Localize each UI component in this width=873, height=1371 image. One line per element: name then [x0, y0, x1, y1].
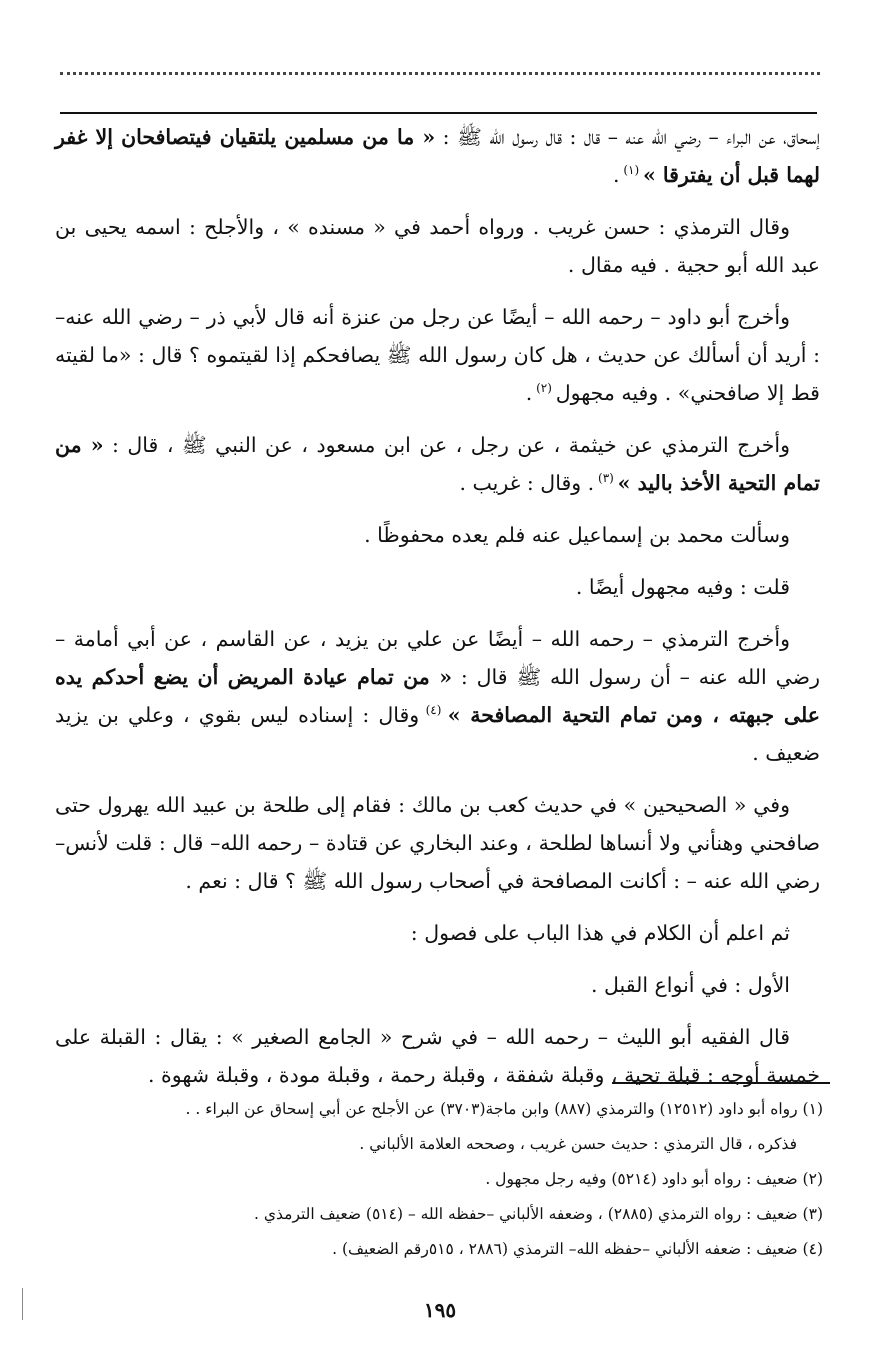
text-run: الأول : في أنواع القبل .: [590, 973, 790, 997]
margin-mark: [22, 1288, 23, 1320]
header-dotted-line: [60, 62, 820, 75]
paragraph: [55, 208, 820, 284]
hadith-quote: « ما من مسلمين يلتقيان فيتصافحان إلا غفر لهما قبل أن يفترقا »: [55, 125, 820, 187]
footnotes: [60, 1092, 823, 1267]
paragraph: [55, 568, 820, 606]
footnote-3: (٣) ضعيف : رواه الترمذي (٢٨٨٥) ، وضعفه الألباني –حفظه الله – (٥١٤) ضعيف الترمذي .: [254, 1205, 823, 1223]
text-run: وفي « الصحيحين » في حديث كعب بن مالك : فقام إلى طلحة بن عبيد الله يهرول حتى صافحني وهنأني ولا أنساها لطلحة ، وعند البخاري عن قتادة – رحمه الله– قال : قلت لأنس– رضي الله عنه – : أكانت المصافحة في أصحاب رسول الله ﷺ ؟ قال : نعم .: [55, 793, 820, 893]
footnote-separator: [612, 1082, 830, 1084]
paragraph: [55, 118, 820, 194]
footnote-1-continuation: فذكره ، قال الترمذي : حديث حسن غريب ، وصححه العلامة الألباني .: [359, 1135, 797, 1153]
text-run: . وقال : غريب .: [459, 471, 595, 495]
footnote-ref: (٢): [532, 381, 556, 396]
text-run: وأخرج أبو داود – رحمه الله – أيضًا عن رجل من عنزة أنه قال لأبي ذر – رضي الله عنه– : أريد أن أسألك عن حديث ، هل كان رسول الله ﷺ يصافحكم إذا لقيتموه ؟ قال : «ما لقيته قط إلا صافحني» . وفيه مجهول: [55, 305, 820, 405]
main-text: [55, 118, 820, 1108]
text-run: قلت : وفيه مجهول أيضًا .: [575, 575, 790, 599]
paragraph: [55, 914, 820, 952]
text-run: وسألت محمد بن إسماعيل عنه فلم يعده محفوظًا .: [364, 523, 790, 547]
text-run: قال الفقيه أبو الليث – رحمه الله – في شرح « الجامع الصغير » : يقال : القبلة على خمسة أوجه : قبلة تحية ، وقبلة شفقة ، وقبلة رحمة ، وقبلة مودة ، وقبلة شهوة .: [55, 1025, 820, 1087]
text-run: .: [612, 163, 620, 187]
text-run: .: [525, 381, 533, 405]
footnote-2: (٢) ضعيف : رواه أبو داود (٥٢١٤) وفيه رجل مجهول .: [485, 1170, 823, 1188]
text-run: وقال الترمذي : حسن غريب . ورواه أحمد في « مسنده » ، والأجلح : اسمه يحيى بن عبد الله أبو حجية . فيه مقال .: [55, 215, 820, 277]
paragraph: [55, 786, 820, 900]
text-run: وقال : إسناده ليس بقوي ، وعلي بن يزيد ضعيف .: [55, 703, 820, 765]
hadith-quote: « من تمام التحية الأخذ باليد »: [55, 433, 820, 495]
paragraph: [55, 620, 820, 772]
text-run: ثم اعلم أن الكلام في هذا الباب على فصول :: [410, 921, 790, 945]
footnote-4: (٤) ضعيف : ضعفه الألباني –حفظه الله– الترمذي (٢٨٨٦ ، ٥١٥رقم الضعيف) .: [332, 1240, 823, 1258]
footnote-ref: (٤): [419, 703, 448, 718]
text-run: وأخرج الترمذي عن خيثمة ، عن رجل ، عن ابن مسعود ، عن النبي ﷺ ، قال :: [103, 433, 790, 457]
footnote-ref: (١): [619, 163, 643, 178]
page-number: ١٩٥: [423, 1298, 457, 1322]
paragraph: [55, 298, 820, 412]
text-run: وأخرج الترمذي – رحمه الله – أيضًا عن علي بن يزيد ، عن القاسم ، عن أبي أمامة – رضي الله عنه – أن رسول الله ﷺ قال :: [55, 627, 820, 689]
paragraph: [55, 426, 820, 502]
footnote-ref: (٣): [594, 471, 618, 486]
hadith-quote: « من تمام عيادة المريض أن يضع أحدكم يده على جبهته ، ومن تمام التحية المصافحة »: [55, 665, 821, 727]
paragraph: [55, 516, 820, 554]
footnote-1: (١) رواه أبو داود (١٢٥١٢) والترمذي (٨٨٧) وابن ماجة(٣٧٠٣) عن الأجلح عن أبي إسحاق عن البراء . .: [185, 1100, 823, 1118]
paragraph: [55, 966, 820, 1004]
text-run: إسحاق، عن البراء – رضي الله عنه – قال : قال رسول الله ﷺ :: [435, 125, 820, 149]
header-rule: [60, 112, 817, 114]
